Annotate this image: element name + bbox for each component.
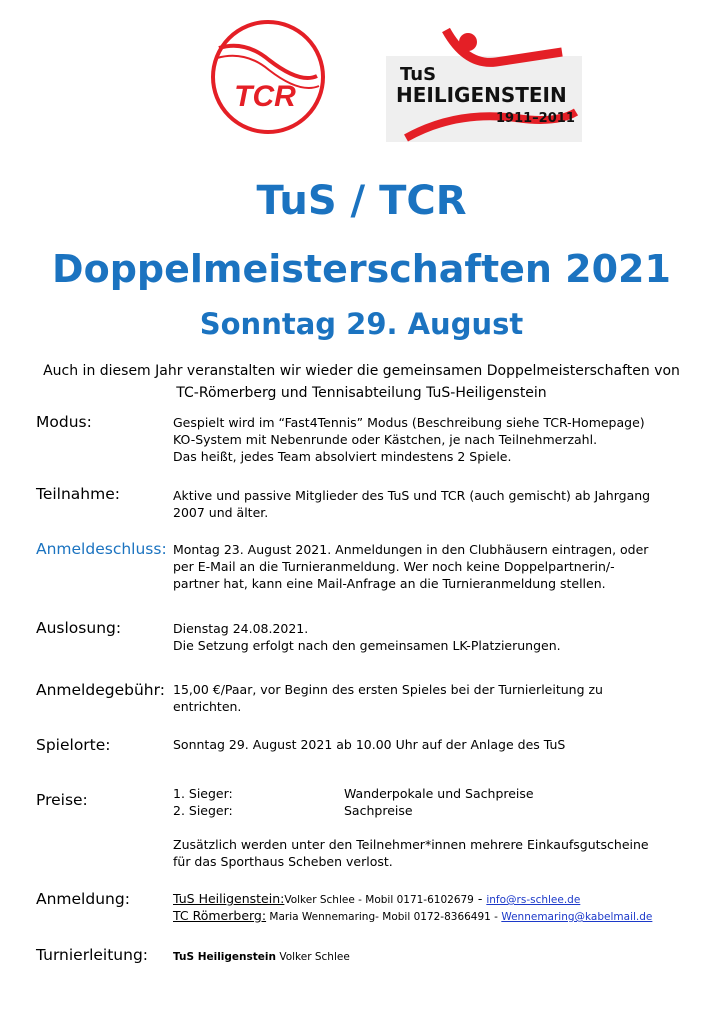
modus-line-1: Gespielt wird im “Fast4Tennis” Modus (Beschreibung siehe TCR-Homepage) — [173, 415, 645, 430]
anmeldung-tcr-contact: Maria Wennemaring- Mobil 0172-8366491 - — [266, 911, 502, 923]
tcr-logo-text: TCR — [234, 80, 296, 113]
turnierleitung-club: TuS Heiligenstein — [173, 951, 276, 963]
anmeldung-tus-separator: - — [473, 891, 487, 906]
auslosung-label: Auslosung: — [36, 619, 122, 637]
anmeldegebuehr-line-1: 15,00 €/Paar, vor Beginn des ersten Spieles bei der Turnierleitung zu — [173, 682, 603, 697]
anmeldung-tcr-email-link[interactable]: Wennemaring@kabelmail.de — [501, 911, 653, 923]
tcr-logo — [205, 18, 331, 136]
turnierleitung-label: Turnierleitung: — [36, 946, 149, 964]
modus-label: Modus: — [36, 413, 92, 431]
preise-label: Preise: — [36, 791, 88, 809]
tus-logo-line1: TuS — [400, 64, 437, 85]
spielorte-text: Sonntag 29. August 2021 ab 10.00 Uhr auf der Anlage des TuS — [173, 737, 566, 752]
spielorte-label: Spielorte: — [36, 736, 111, 754]
anmeldung-tus-contact: Volker Schlee - Mobil 0171-6102679 — [284, 894, 474, 906]
intro-line-1: Auch in diesem Jahr veranstalten wir wieder die gemeinsamen Doppelmeisterschaften von — [43, 363, 680, 379]
anmeldeschluss-line-3: partner hat, kann eine Mail-Anfrage an die Turnieranmeldung stellen. — [173, 576, 606, 591]
turnierleitung-name: Volker Schlee — [276, 951, 350, 963]
anmeldung-tcr-row — [173, 907, 652, 927]
modus-line-3: Das heißt, jedes Team absolviert mindestens 2 Spiele. — [173, 449, 512, 464]
anmeldeschluss-label: Anmeldeschluss: — [36, 540, 167, 558]
anmeldegebuehr-line-2: entrichten. — [173, 699, 242, 714]
anmeldung-tus-club: TuS Heiligenstein: — [173, 891, 285, 906]
preise-place-1: 1. Sieger: — [173, 786, 233, 801]
tus-logo-line3: 1911–2011 — [496, 111, 575, 126]
tus-logo-line2: HEILIGENSTEIN — [396, 83, 567, 107]
teilnahme-line-1: Aktive und passive Mitglieder des TuS und TCR (auch gemischt) ab Jahrgang — [173, 488, 651, 503]
modus-line-2: KO-System mit Nebenrunde oder Kästchen, je nach Teilnehmerzahl. — [173, 432, 598, 447]
preise-place-2: 2. Sieger: — [173, 803, 233, 818]
intro-line-2: TC-Römerberg und Tennisabteilung TuS-Heiligenstein — [176, 385, 547, 401]
anmeldegebuehr-label: Anmeldegebühr: — [36, 681, 165, 699]
auslosung-line-2: Die Setzung erfolgt nach den gemeinsamen LK-Platzierungen. — [173, 638, 561, 653]
anmeldeschluss-line-2: per E-Mail an die Turnieranmeldung. Wer noch keine Doppelpartnerin/- — [173, 559, 615, 574]
preise-prize-1: Wanderpokale und Sachpreise — [344, 786, 534, 801]
event-date: Sonntag 29. August — [199, 307, 524, 341]
turnierleitung-row — [173, 947, 350, 967]
event-title: Doppelmeisterschaften 2021 — [52, 247, 671, 291]
anmeldeschluss-line-1: Montag 23. August 2021. Anmeldungen in den Clubhäusern eintragen, oder — [173, 542, 649, 557]
teilnahme-label: Teilnahme: — [36, 485, 120, 503]
page-title: TuS / TCR — [256, 178, 467, 224]
anmeldung-label: Anmeldung: — [36, 890, 130, 908]
preise-extra-line-2: für das Sporthaus Scheben verlost. — [173, 854, 393, 869]
tus-heiligenstein-logo — [386, 26, 582, 142]
anmeldung-tcr-club: TC Römerberg: — [173, 908, 267, 923]
preise-extra-line-1: Zusätzlich werden unter den Teilnehmer*innen mehrere Einkaufsgutscheine — [173, 837, 649, 852]
preise-prize-2: Sachpreise — [344, 803, 413, 818]
anmeldung-tus-email-link[interactable]: info@rs-schlee.de — [486, 894, 581, 906]
teilnahme-line-2: 2007 und älter. — [173, 505, 269, 520]
auslosung-line-1: Dienstag 24.08.2021. — [173, 621, 309, 636]
